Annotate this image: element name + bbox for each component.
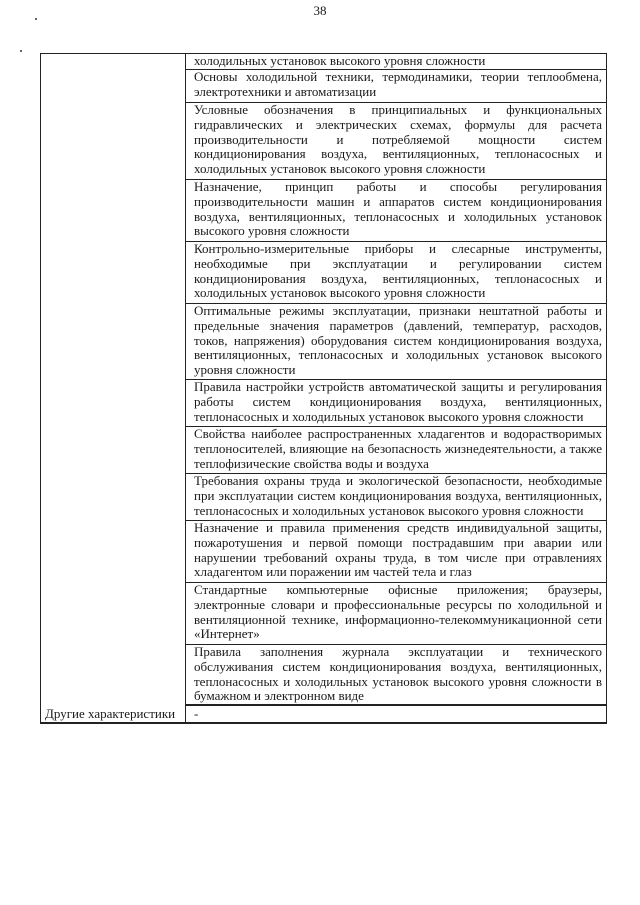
knowledge-item: Оптимальные режимы эксплуатации, признаки нештатной работы и предельные значения параметров (давлений, температур, расходов, токов, напряжения) оборудования систем кондиционирования воздуха, вентиляционных, теплонасосных и холодильных установок высокого уровня сложности bbox=[186, 304, 606, 380]
other-characteristics-row bbox=[41, 706, 606, 724]
knowledge-item: Контрольно-измерительные приборы и слесарные инструменты, необходимые при эксплуатации и регулировании систем кондиционирования воздуха, вентиляционных, теплонасосных и холодильных установок высокого уровня сложности bbox=[186, 242, 606, 304]
knowledge-item: Основы холодильной техники, термодинамики, теории теплообмена, электротехники и автоматизации bbox=[186, 70, 606, 103]
scan-speck bbox=[20, 50, 22, 52]
requirements-table bbox=[40, 53, 607, 724]
other-characteristics-label: Другие характеристики bbox=[41, 706, 186, 722]
knowledge-item: Требования охраны труда и экологической безопасности, необходимые при эксплуатации систем кондиционирования воздуха, вентиляционных, теплонасосных и холодильных установок высокого уровня сложности bbox=[186, 474, 606, 521]
knowledge-list bbox=[186, 54, 606, 706]
knowledge-item: холодильных установок высокого уровня сложности bbox=[186, 54, 606, 70]
knowledge-item: Правила настройки устройств автоматической защиты и регулирования работы систем кондиционирования воздуха, вентиляционных, теплонасосных и холодильных установок высокого уровня сложности bbox=[186, 380, 606, 427]
knowledge-item: Свойства наиболее распространенных хладагентов и водорастворимых теплоносителей, влияющие на безопасность жизнедеятельности, а также теплофизические свойства воды и воздуха bbox=[186, 427, 606, 474]
row-label-empty bbox=[41, 54, 186, 706]
knowledge-row bbox=[41, 54, 606, 706]
page-number: 38 bbox=[313, 3, 327, 18]
knowledge-item: Назначение, принцип работы и способы регулирования производительности машин и аппаратов систем кондиционирования воздуха, вентиляционных, теплонасосных и холодильных установок высокого уровня сложности bbox=[186, 180, 606, 242]
knowledge-item: Назначение и правила применения средств индивидуальной защиты, пожаротушения и первой помощи пострадавшим при аварии или нарушении требований охраны труда, в том числе при отравлениях хладагентом или поражении им частей тела и глаз bbox=[186, 521, 606, 583]
knowledge-item: Условные обозначения в принципиальных и функциональных гидравлических и электрических схемах, формулы для расчета производительности и потребляемой мощности систем кондиционирования воздуха, вентиляционных, теплонасосных и холодильных установок высокого уровня сложности bbox=[186, 103, 606, 180]
knowledge-item: Стандартные компьютерные офисные приложения; браузеры, электронные словари и профессиональные ресурсы по холодильной и вентиляционной технике, информационно-телекоммуникационной сети «Интернет» bbox=[186, 583, 606, 645]
scan-speck bbox=[35, 18, 37, 20]
other-characteristics-value: - bbox=[194, 706, 199, 721]
other-characteristics-cell bbox=[186, 706, 606, 722]
knowledge-item: Правила заполнения журнала эксплуатации и технического обслуживания систем кондиционирования воздуха, вентиляционных, теплонасосных и холодильных установок высокого уровня сложности в бумажном и электронном виде bbox=[186, 645, 606, 706]
